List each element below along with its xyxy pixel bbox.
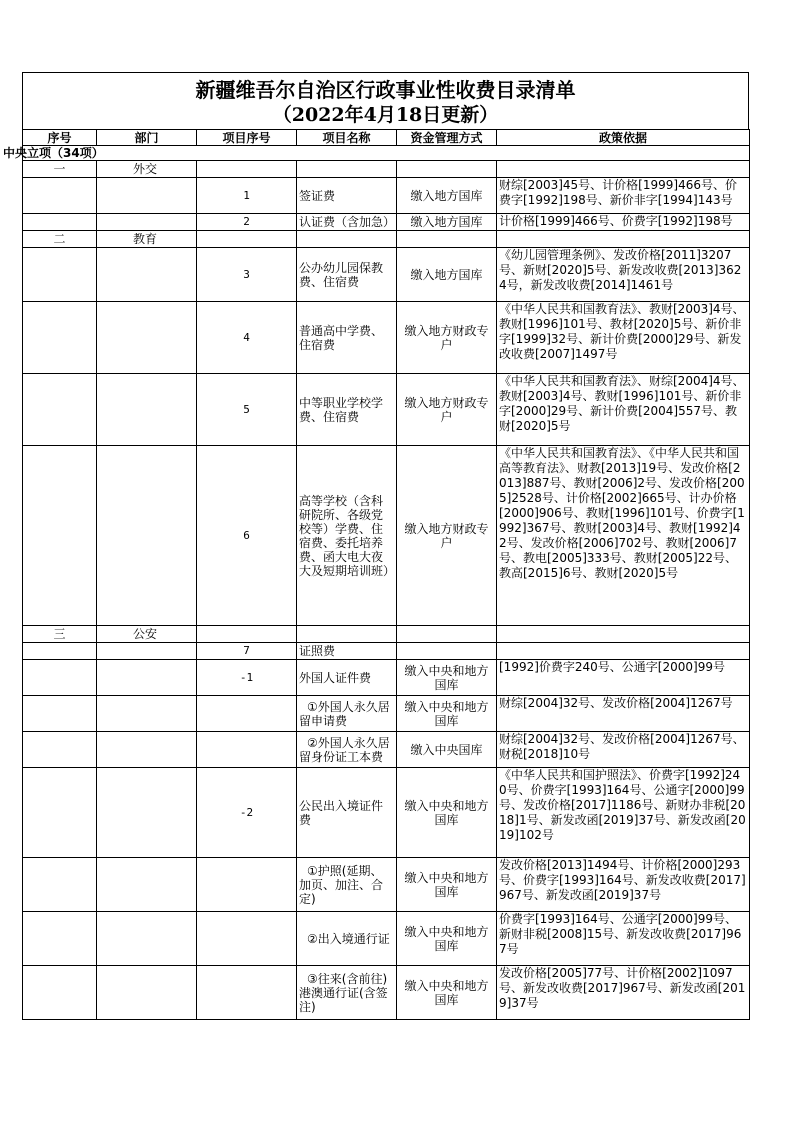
department-cell xyxy=(97,858,197,912)
policy-text: 《中华人民共和国护照法》、价费字[1992]240号、价费字[1993]164号、公通字[2000]99号、发改价格[2017]1186号、新财办非税[2018]1号、新发改函[2019]37号、新发改函[2019]102号 xyxy=(499,768,746,842)
fund-management-cell: 缴入地方国库 xyxy=(397,214,497,231)
table-row xyxy=(23,248,750,302)
seq-cell xyxy=(23,374,97,446)
table-header-row xyxy=(23,130,750,146)
fund-management-cell: 缴入地方财政专户 xyxy=(397,446,497,626)
fund-management-cell xyxy=(397,643,497,660)
empty-cell xyxy=(397,161,497,178)
item-number-cell: -1 xyxy=(197,660,297,696)
seq-cell: 二 xyxy=(23,231,97,248)
policy-basis-cell xyxy=(497,732,750,768)
department-cell xyxy=(97,374,197,446)
item-name-cell: 普通高中学费、住宿费 xyxy=(297,302,397,374)
department-cell xyxy=(97,643,197,660)
policy-basis-cell xyxy=(497,966,750,1020)
seq-cell xyxy=(23,302,97,374)
item-number-cell xyxy=(197,696,297,732)
empty-cell xyxy=(497,231,750,248)
seq-cell xyxy=(23,768,97,858)
section-label: 中央立项（34项） xyxy=(23,146,750,161)
seq-cell xyxy=(23,696,97,732)
table-row xyxy=(23,302,750,374)
fund-management-cell: 缴入地方财政专户 xyxy=(397,374,497,446)
department-row xyxy=(23,161,750,178)
empty-cell xyxy=(397,626,497,643)
item-number-cell xyxy=(197,912,297,966)
policy-basis-cell xyxy=(497,660,750,696)
table-row xyxy=(23,696,750,732)
policy-basis-cell xyxy=(497,214,750,231)
policy-basis-cell xyxy=(497,178,750,214)
item-name-cell: ③往来(含前往)港澳通行证(含签注) xyxy=(297,966,397,1020)
policy-basis-cell xyxy=(497,374,750,446)
item-name-cell: ②出入境通行证 xyxy=(297,912,397,966)
department-row xyxy=(23,231,750,248)
policy-basis-cell xyxy=(497,912,750,966)
table-row xyxy=(23,732,750,768)
policy-basis-cell xyxy=(497,446,750,626)
table-row xyxy=(23,966,750,1020)
item-number-cell: 1 xyxy=(197,178,297,214)
empty-cell xyxy=(297,231,397,248)
policy-text: [1992]价费字240号、公通字[2000]99号 xyxy=(499,660,725,674)
policy-text: 财综[2003]45号、计价格[1999]466号、价费字[1992]198号、新价非字[1994]143号 xyxy=(499,178,737,207)
item-name-cell: ①护照(延期、加页、加注、合定) xyxy=(297,858,397,912)
fund-management-cell: 缴入中央和地方国库 xyxy=(397,966,497,1020)
fund-management-cell: 缴入地方国库 xyxy=(397,248,497,302)
department-cell: 公安 xyxy=(97,626,197,643)
seq-cell xyxy=(23,660,97,696)
seq-cell: 三 xyxy=(23,626,97,643)
department-cell xyxy=(97,178,197,214)
section-row xyxy=(23,146,750,161)
header-cell: 资金管理方式 xyxy=(397,130,497,146)
policy-text: 《幼儿园管理条例》、发改价格[2011]3207号、新财[2020]5号、新发改收费[2013]3624号，新发改收费[2014]1461号 xyxy=(499,248,742,292)
seq-cell xyxy=(23,446,97,626)
fund-management-cell: 缴入中央和地方国库 xyxy=(397,912,497,966)
item-name-cell: 公民出入境证件费 xyxy=(297,768,397,858)
empty-cell xyxy=(397,231,497,248)
header-cell: 序号 xyxy=(23,130,97,146)
empty-cell xyxy=(497,161,750,178)
item-name-cell: 认证费（含加急） xyxy=(297,214,397,231)
fund-management-cell: 缴入中央国库 xyxy=(397,732,497,768)
department-row xyxy=(23,626,750,643)
department-cell: 外交 xyxy=(97,161,197,178)
table-row xyxy=(23,660,750,696)
department-cell xyxy=(97,732,197,768)
item-name-cell: 外国人证件费 xyxy=(297,660,397,696)
policy-text: 发改价格[2013]1494号、计价格[2000]293号、价费字[1993]164号、新发改收费[2017]967号、新发改函[2019]37号 xyxy=(499,858,746,902)
seq-cell xyxy=(23,178,97,214)
empty-cell xyxy=(297,161,397,178)
item-number-cell xyxy=(197,732,297,768)
item-number-cell: 5 xyxy=(197,374,297,446)
item-number-cell xyxy=(197,966,297,1020)
department-cell xyxy=(97,660,197,696)
department-cell xyxy=(97,768,197,858)
item-number-cell: 4 xyxy=(197,302,297,374)
table-row xyxy=(23,446,750,626)
fund-management-cell: 缴入地方国库 xyxy=(397,178,497,214)
header-cell: 部门 xyxy=(97,130,197,146)
policy-text: 财综[2004]32号、发改价格[2004]1267号 xyxy=(499,696,733,710)
department-cell xyxy=(97,966,197,1020)
seq-cell xyxy=(23,214,97,231)
department-cell xyxy=(97,214,197,231)
policy-text: 计价格[1999]466号、价费字[1992]198号 xyxy=(499,214,733,228)
empty-cell xyxy=(497,626,750,643)
empty-cell xyxy=(297,626,397,643)
seq-cell xyxy=(23,248,97,302)
seq-cell xyxy=(23,643,97,660)
department-cell xyxy=(97,248,197,302)
item-number-cell: 7 xyxy=(197,643,297,660)
empty-cell xyxy=(197,161,297,178)
header-cell: 项目序号 xyxy=(197,130,297,146)
department-cell: 教育 xyxy=(97,231,197,248)
policy-basis-cell xyxy=(497,643,750,660)
fund-management-cell: 缴入中央和地方国库 xyxy=(397,660,497,696)
policy-text: 发改价格[2005]77号、计价格[2002]1097号、新发改收费[2017]967号、新发改函[2019]37号 xyxy=(499,966,746,1010)
item-number-cell: 6 xyxy=(197,446,297,626)
fund-management-cell: 缴入中央和地方国库 xyxy=(397,858,497,912)
seq-cell xyxy=(23,732,97,768)
policy-text: 财综[2004]32号、发改价格[2004]1267号、财税[2018]10号 xyxy=(499,732,745,761)
fund-management-cell: 缴入中央和地方国库 xyxy=(397,768,497,858)
table-row xyxy=(23,858,750,912)
table-row xyxy=(23,374,750,446)
empty-cell xyxy=(197,626,297,643)
empty-cell xyxy=(197,231,297,248)
seq-cell xyxy=(23,912,97,966)
item-number-cell: -2 xyxy=(197,768,297,858)
fund-management-cell: 缴入地方财政专户 xyxy=(397,302,497,374)
seq-cell xyxy=(23,966,97,1020)
item-name-cell: ②外国人永久居留身份证工本费 xyxy=(297,732,397,768)
department-cell xyxy=(97,446,197,626)
fund-management-cell: 缴入中央和地方国库 xyxy=(397,696,497,732)
table-row xyxy=(23,214,750,231)
department-cell xyxy=(97,696,197,732)
policy-basis-cell xyxy=(497,302,750,374)
seq-cell xyxy=(23,858,97,912)
item-number-cell: 2 xyxy=(197,214,297,231)
table-row xyxy=(23,643,750,660)
title-block xyxy=(22,72,749,129)
table-row xyxy=(23,178,750,214)
document-title: 新疆维吾尔自治区行政事业性收费目录清单 xyxy=(195,78,576,102)
item-name-cell: 签证费 xyxy=(297,178,397,214)
item-name-cell: 公办幼儿园保教费、住宿费 xyxy=(297,248,397,302)
header-cell: 政策依据 xyxy=(497,130,750,146)
item-name-cell: 证照费 xyxy=(297,643,397,660)
policy-basis-cell xyxy=(497,768,750,858)
item-name-cell: ①外国人永久居留申请费 xyxy=(297,696,397,732)
policy-text: 《中华人民共和国教育法》、财综[2004]4号、教财[2003]4号、教财[1996]101号、新价非字[2000]29号、新计价费[2004]557号、教财[2020]5号 xyxy=(499,374,745,433)
table-row xyxy=(23,912,750,966)
department-cell xyxy=(97,302,197,374)
item-name-cell: 中等职业学校学费、住宿费 xyxy=(297,374,397,446)
policy-text: 价费字[1993]164号、公通字[2000]99号、新财非税[2008]15号、新发改收费[2017]967号 xyxy=(499,912,742,956)
header-cell: 项目名称 xyxy=(297,130,397,146)
document-subtitle: （2022年4月18日更新） xyxy=(272,104,499,126)
policy-basis-cell xyxy=(497,696,750,732)
department-cell xyxy=(97,912,197,966)
fee-table xyxy=(3,129,750,1020)
item-number-cell: 3 xyxy=(197,248,297,302)
item-name-cell: 高等学校（含科研院所、各级党校等）学费、住宿费、委托培养费、函大电大夜大及短期培训班） xyxy=(297,446,397,626)
policy-basis-cell xyxy=(497,248,750,302)
document-sheet xyxy=(3,72,749,1020)
item-number-cell xyxy=(197,858,297,912)
policy-basis-cell xyxy=(497,858,750,912)
seq-cell: 一 xyxy=(23,161,97,178)
policy-text: 《中华人民共和国教育法》、《中华人民共和国高等教育法》、财教[2013]19号、发改价格[2013]887号、教财[2006]2号、发改价格[2005]2528号、计价格[2002]665号、计办价格[2000]906号、教财[1996]101号、价费字[1992]367号、教财[2003]4号、教财[1992]42号、发改价格[2006]702号、教财[2006]7号、教电[2005]333号、教财[2005]22号、教高[2015]6号、教财[2020]5号 xyxy=(499,446,745,580)
policy-text: 《中华人民共和国教育法》、教财[2003]4号、教财[1996]101号、教材[2020]5号、新价非字[1999]32号、新计价费[2000]29号、新发改收费[2007]1497号 xyxy=(499,302,745,361)
table-row xyxy=(23,768,750,858)
